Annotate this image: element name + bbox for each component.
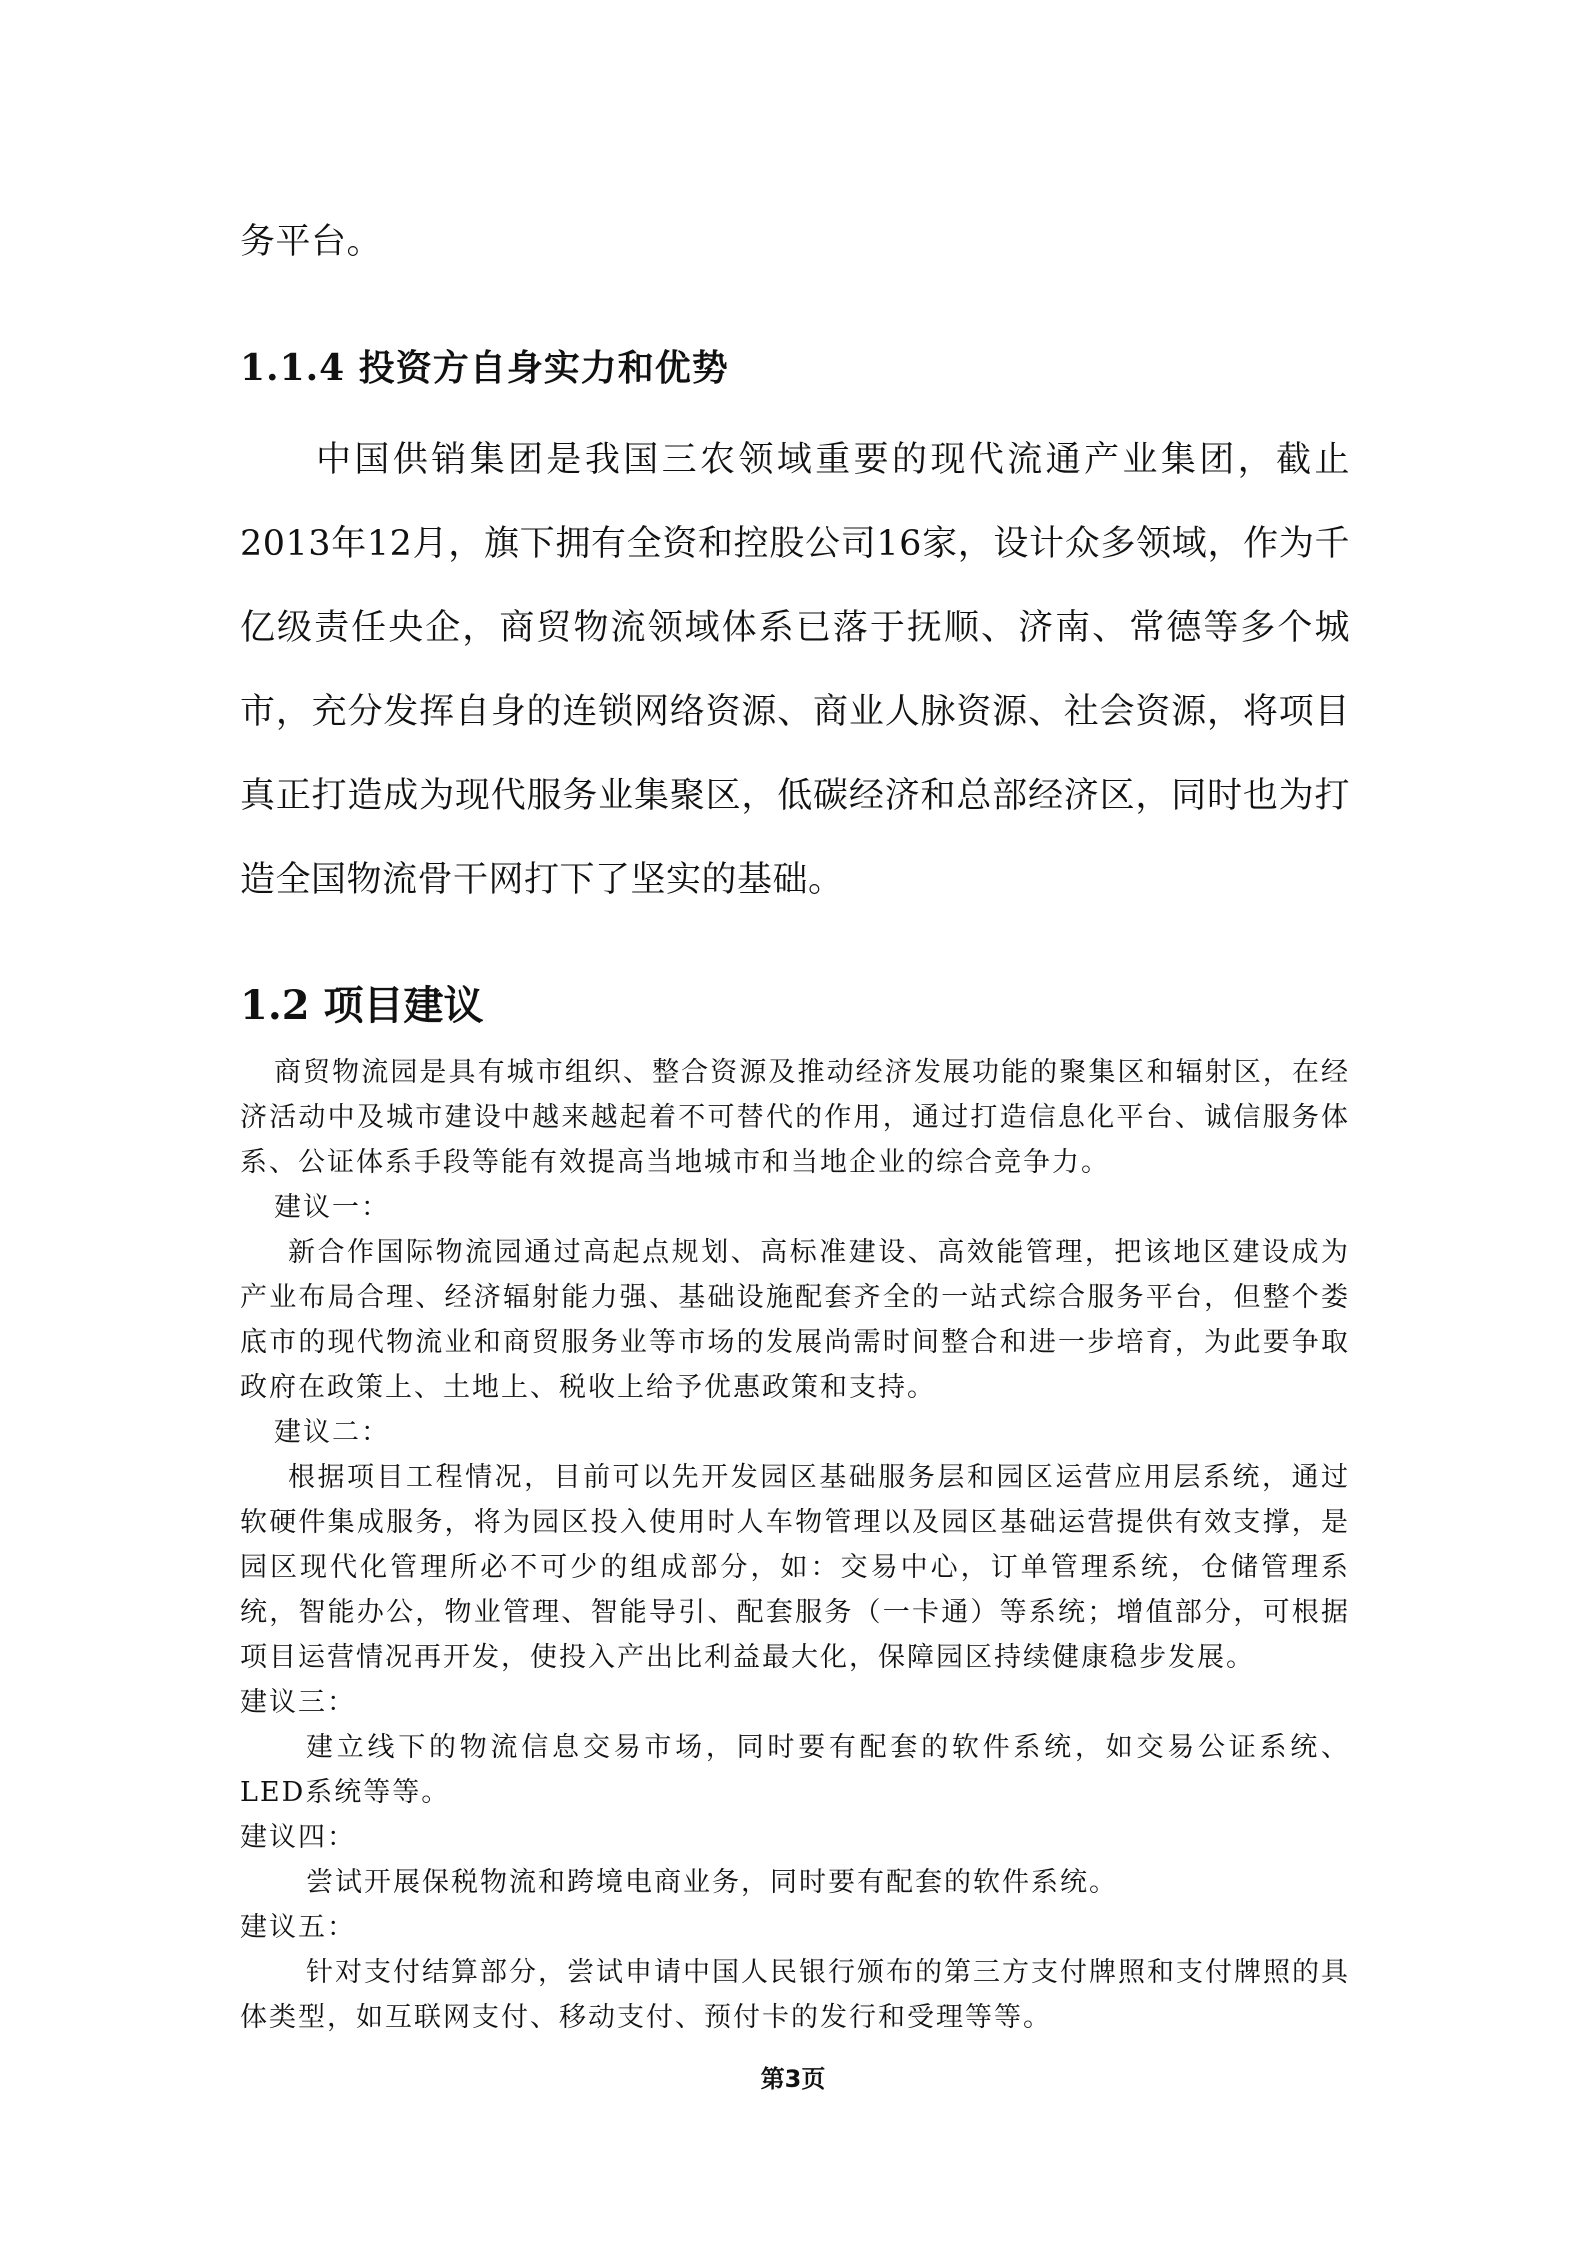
suggestion-5-label: 建议五：: [240, 1912, 356, 1943]
section-1-2-intro: 商贸物流园是具有城市组织、整合资源及推动经济发展功能的聚集区和辐射区，在经济活动中及城市建设中越来越起着不可替代的作用，通过打造信息化平台、诚信服务体系、公证体系手段等能有效提高当地城市和当地企业的综合竞争力。: [240, 1057, 1350, 1178]
continuation-text: 务平台。: [240, 222, 383, 262]
suggestion-4-label: 建议四：: [240, 1822, 356, 1853]
section-heading-1-1-4: 1.1.4 投资方自身实力和优势: [240, 347, 729, 389]
suggestion-2-label: 建议二：: [274, 1417, 390, 1448]
page-number: 第3页: [760, 2065, 826, 2093]
suggestion-2-text: 根据项目工程情况，目前可以先开发园区基础服务层和园区运营应用层系统，通过软硬件集成服务，将为园区投入使用时人车物管理以及园区基础运营提供有效支撑，是园区现代化管理所必不可少的组成部分，如：交易中心，订单管理系统，仓储管理系统，智能办公，物业管理、智能导引、配套服务（一卡通）等系统；增值部分，可根据项目运营情况再开发，使投入产出比利益最大化，保障园区持续健康稳步发展。: [240, 1462, 1350, 1673]
section-heading-1-2: 1.2 项目建议: [240, 982, 484, 1029]
suggestion-3-label: 建议三：: [240, 1687, 356, 1718]
suggestion-5-text: 针对支付结算部分，尝试申请中国人民银行颁布的第三方支付牌照和支付牌照的具体类型，如互联网支付、移动支付、预付卡的发行和受理等等。: [240, 1957, 1350, 2033]
document-page: [240, 200, 1350, 2040]
suggestion-1-label: 建议一：: [274, 1192, 390, 1223]
suggestion-4-text: 尝试开展保税物流和跨境电商业务，同时要有配套的软件系统。: [306, 1867, 1118, 1898]
section-1-1-4-paragraph: 中国供销集团是我国三农领域重要的现代流通产业集团，截止2013年12月，旗下拥有全资和控股公司16家，设计众多领域，作为千亿级责任央企，商贸物流领域体系已落于抚顺、济南、常德等多个城市，充分发挥自身的连锁网络资源、商业人脉资源、社会资源，将项目真正打造成为现代服务业集聚区，低碳经济和总部经济区，同时也为打造全国物流骨干网打下了坚实的基础。: [240, 440, 1350, 900]
suggestion-3-text: 建立线下的物流信息交易市场，同时要有配套的软件系统，如交易公证系统、LED系统等等。: [240, 1732, 1350, 1808]
suggestion-1-text: 新合作国际物流园通过高起点规划、高标准建设、高效能管理，把该地区建设成为产业布局合理、经济辐射能力强、基础设施配套齐全的一站式综合服务平台，但整个娄底市的现代物流业和商贸服务业等市场的发展尚需时间整合和进一步培育，为此要争取政府在政策上、土地上、税收上给予优惠政策和支持。: [240, 1237, 1350, 1403]
